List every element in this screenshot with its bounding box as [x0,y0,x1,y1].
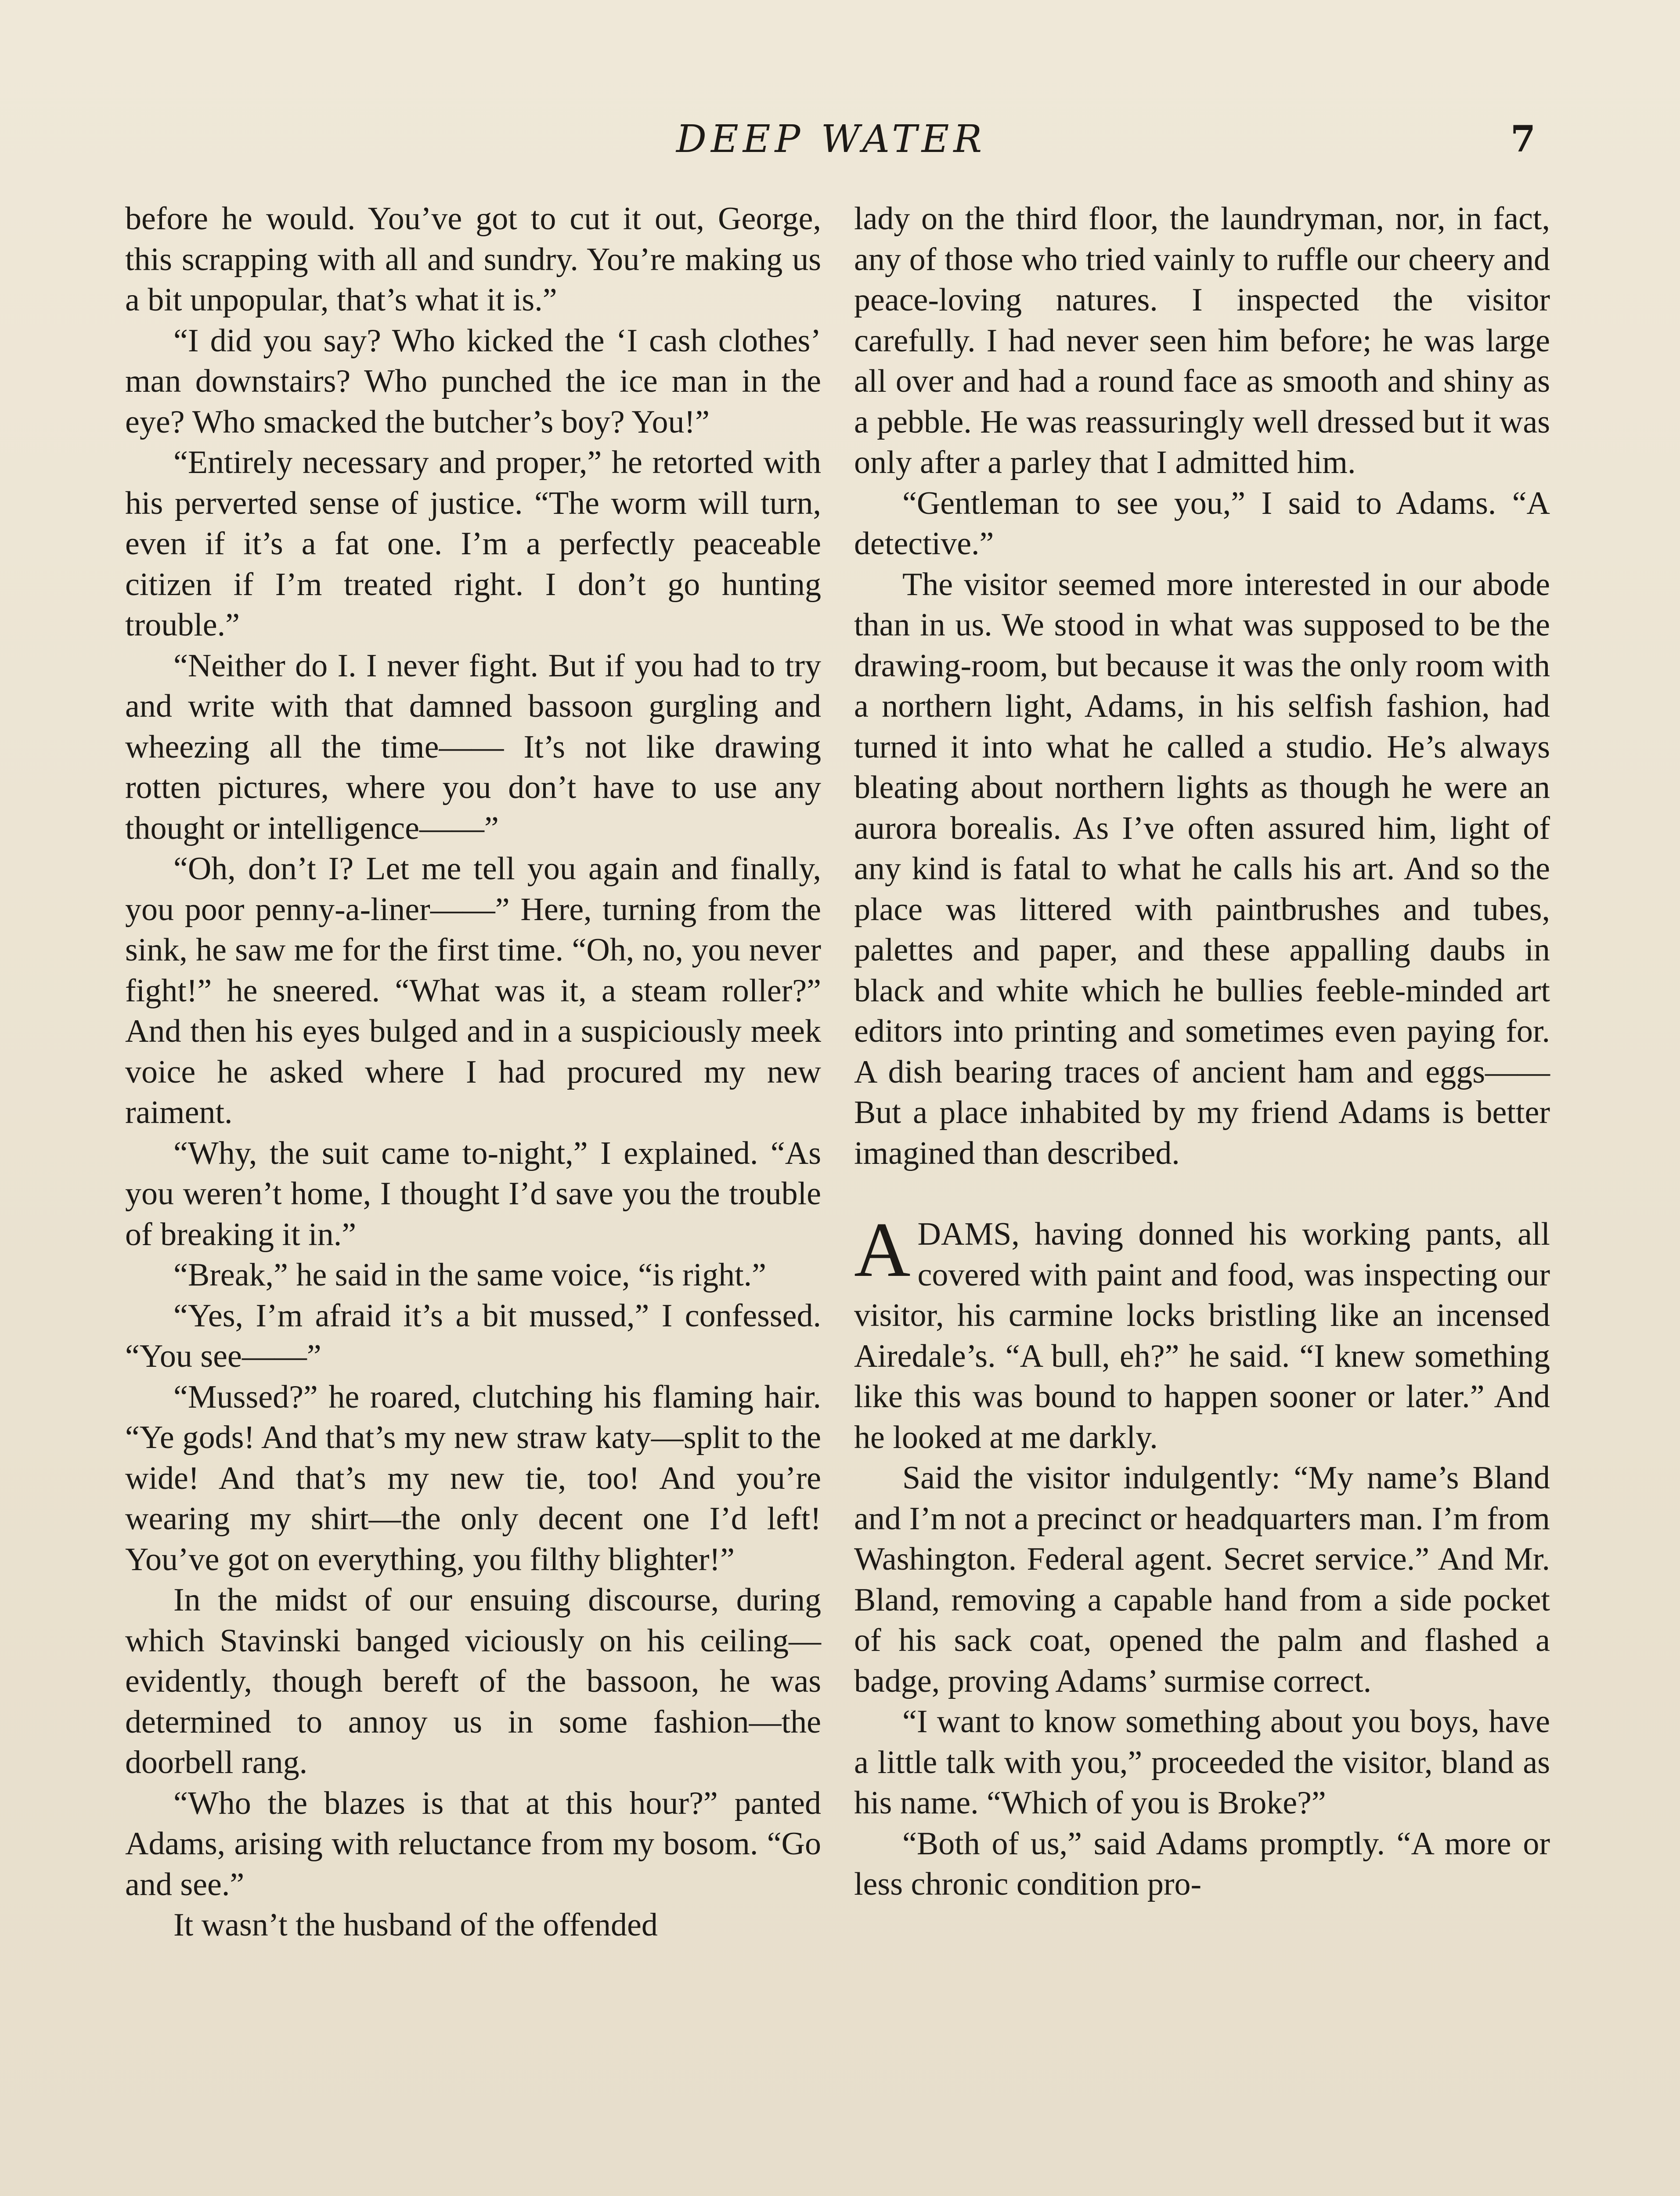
page-number: 7 [1511,118,1536,160]
paragraph: “Both of us,” said Adams promptly. “A more or less chronic condition pro- [854,1825,1550,1902]
paragraph: “Yes, I’m afraid it’s a bit mussed,” I confessed. “You see——” [125,1297,821,1374]
paragraph: “Gentleman to see you,” I said to Adams. “A detective.” [854,485,1550,562]
paragraph: “Oh, don’t I? Let me tell you again and finally, you poor penny-a-liner——” Here, turning from the sink, he saw me for the first time. “Oh, no, you never fight!” he sneered. “What was it, a steam roller?” And then his eyes bulged and in a suspiciously meek voice he asked where I had procured my new raiment. [125,851,821,1131]
paragraph: It wasn’t the husband of the offended [173,1907,658,1943]
running-header [0,115,1680,163]
section-break [854,1174,1550,1214]
paragraph: “Break,” he said in the same voice, “is right.” [173,1257,766,1293]
left-column [125,199,821,1946]
small-caps-word: DAMS, [917,1216,1020,1252]
paragraph: “Mussed?” he roared, clutching his flaming hair. “Ye gods! And that’s my new straw katy—split to the wide! And that’s my new tie, too! And you’re wearing my shirt—the only decent one I’d left! You’ve got on everything, you filthy blighter!” [125,1379,821,1578]
paragraph: The visitor seemed more interested in our abode than in us. We stood in what was supposed to be the drawing-room, but because it was the only room with a northern light, Adams, in his selfish fashion, had turned it into what he called a studio. He’s always bleating about northern lights as though he were an aurora borealis. As I’ve often assured him, light of any kind is fatal to what he calls his art. And so the place was littered with paintbrushes and tubes, palettes and paper, and these appalling daubs in black and white which he bullies feeble-minded art editors into printing and sometimes even paying for. A dish bearing traces of ancient ham and eggs—— But a place inhabited by my friend Adams is better imagined than described. [854,566,1550,1171]
drop-cap: A [854,1206,911,1293]
dropcap-paragraph [854,1206,1550,1458]
paragraph: Said the visitor indulgently: “My name’s Bland and I’m not a precinct or headquarters man. I’m from Washington. Federal agent. Secret service.” And Mr. Bland, removing a capable hand from a side pocket of his sack coat, opened the palm and flashed a badge, proving Adams’ surmise correct. [854,1460,1550,1699]
running-title: DEEP WATER [676,117,987,161]
paragraph: “Neither do I. I never fight. But if you had to try and write with that damned bassoon gurgling and wheezing all the time—— It’s not like drawing rotten pictures, where you don’t have to use any thought or intelligence——” [125,647,821,846]
paragraph: “Entirely necessary and proper,” he retorted with his perverted sense of justice. “The worm will turn, even if it’s a fat one. I’m a perfectly peaceable citizen if I’m treated right. I don’t go hunting trouble.” [125,444,821,643]
paragraph: In the midst of our ensuing discourse, during which Stavinski banged viciously on his ceiling—evidently, though bereft of the bassoon, he was determined to annoy us in some fashion—the doorbell rang. [125,1582,821,1781]
paragraph: before he would. You’ve got to cut it out, George, this scrapping with all and sundry. You’re making us a bit unpopular, that’s what it is.” [125,201,821,318]
paragraph: “Who the blazes is that at this hour?” panted Adams, arising with reluctance from my bosom. “Go and see.” [125,1785,821,1903]
paragraph: lady on the third floor, the laundryman, nor, in fact, any of those who tried vainly to ruffle our cheery and peace-loving natures. I inspected the visitor carefully. I had never seen him before; he was large all over and had a round face as smooth and shiny as a pebble. He was reassuringly well dressed but it was only after a parley that I admitted him. [854,201,1550,480]
paragraph: “I did you say? Who kicked the ‘I cash clothes’ man downstairs? Who punched the ice man in the eye? Who smacked the butcher’s boy? You!” [125,322,821,440]
paragraph: “I want to know something about you boys, have a little talk with you,” proceeded the visitor, bland as his name. “Which of you is Broke?” [854,1704,1550,1821]
paragraph: “Why, the suit came to-night,” I explained. “As you weren’t home, I thought I’d save you the trouble of breaking it in.” [125,1135,821,1253]
dropcap-paragraph-text: having donned his working pants, all covered with paint and food, was inspecting our visitor, his carmine locks bristling like an incensed Airedale’s. “A bull, eh?” he said. “I knew something like this was bound to happen sooner or later.” And he looked at me darkly. [854,1216,1550,1456]
right-column [854,199,1550,1905]
